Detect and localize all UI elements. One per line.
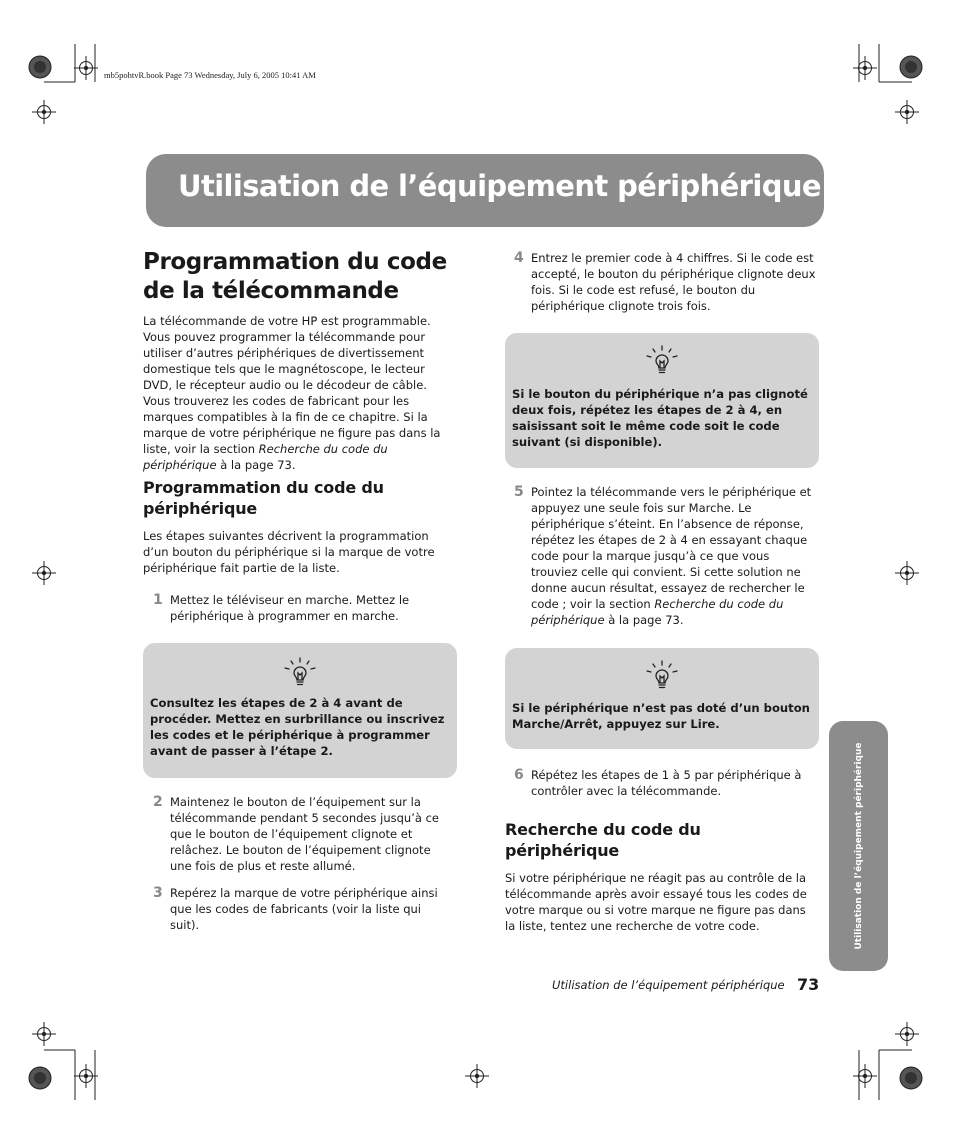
chapter-side-tab bbox=[829, 721, 888, 971]
chapter-title-banner bbox=[146, 154, 824, 227]
step-number: 1 bbox=[153, 592, 163, 608]
step-number: 2 bbox=[153, 794, 163, 810]
step-number: 5 bbox=[514, 484, 524, 500]
tip-text: Si le périphérique n’est pas doté d’un bouton Marche/Arrêt, appuyez sur Lire. bbox=[512, 701, 810, 731]
subsection-paragraph-search: Si votre périphérique ne réagit pas au contrôle de la télécommande après avoir essayé tous les codes de votre marque ou si votre marque ne figure pas dans la liste, tentez une recherche de votre code. bbox=[505, 871, 807, 933]
step-4 bbox=[514, 250, 817, 316]
step-text: Répétez les étapes de 1 à 5 par périphérique à contrôler avec la télécommande. bbox=[531, 768, 802, 798]
step-number: 6 bbox=[514, 767, 524, 783]
chapter-title: Utilisation de l’équipement périphérique bbox=[178, 169, 822, 203]
lightbulb-icon bbox=[645, 660, 679, 694]
step-text: Repérez la marque de votre périphérique ainsi que les codes de fabricants (voir la liste qui suit). bbox=[170, 886, 438, 932]
step-number: 3 bbox=[153, 885, 163, 901]
subsection-paragraph-programming: Les étapes suivantes décrivent la programmation d’un bouton du périphérique si la marque de votre périphérique fait partie de la liste. bbox=[143, 529, 435, 575]
tip-text: Si le bouton du périphérique n’a pas clignoté deux fois, répétez les étapes de 2 à 4, en saisissant soit le même code soit le code suivant (si disponible). bbox=[512, 387, 808, 449]
step-2 bbox=[153, 794, 453, 874]
step-6 bbox=[514, 767, 817, 801]
step-1 bbox=[153, 592, 453, 626]
subsection-heading-search: Recherche du code du périphérique bbox=[505, 820, 701, 860]
step-text: Mettez le téléviseur en marche. Mettez le périphérique à programmer en marche. bbox=[170, 593, 410, 623]
step-cross-reference: Recherche du code du périphérique bbox=[531, 597, 784, 627]
step-text: Maintenez le bouton de l’équipement sur la télécommande pendant 5 secondes jusqu’à ce que le bouton de l’équipement clignote et relâchez. Le bouton de l’équipement clignote une fois de plus et reste allumé. bbox=[170, 795, 439, 873]
tip-text: Consultez les étapes de 2 à 4 avant de procéder. Mettez en surbrillance ou inscrivez les codes et le périphérique à programmer avant de passer à l’étape 2. bbox=[150, 696, 445, 758]
footer-chapter-title: Utilisation de l’équipement périphérique bbox=[552, 978, 785, 992]
side-tab-label: Utilisation de l’équipement périphérique bbox=[854, 742, 864, 950]
tip-box bbox=[143, 643, 457, 778]
step-number: 4 bbox=[514, 250, 524, 266]
step-text: Entrez le premier code à 4 chiffres. Si le code est accepté, le bouton du périphérique clignote deux fois. Si le code est refusé, le bouton du périphérique clignote trois fois. bbox=[531, 251, 816, 313]
page-number: 73 bbox=[797, 975, 820, 994]
printer-slug-line: mb5pohtvR.book Page 73 Wednesday, July 6, 2005 10:41 AM bbox=[104, 70, 316, 80]
step-text: Pointez la télécommande vers le périphérique et appuyez une seule fois sur Marche. Le périphérique s’éteint. En l’absence de réponse, répétez les étapes de 2 à 4 en essayant chaque code pour la marque jusqu’à ce que vous trouviez celle qui convient. Si cette solution ne donne aucun résultat, essayez de rechercher le code ; voir la section Recherche du code du périphérique à la page 73. bbox=[531, 485, 812, 627]
section-heading-line1: Programmation du code bbox=[143, 249, 447, 275]
step-5 bbox=[514, 484, 817, 629]
section-heading bbox=[143, 248, 473, 306]
intro-paragraph: La télécommande de votre HP est programmable. Vous pouvez programmer la télécommande pour utiliser d’autres périphériques de divertissement domestique tels que le magnétoscope, le lecteur DVD, le récepteur audio ou le décodeur de câble. Vous trouverez les codes de fabricant pour les marques compatibles à la fin de ce chapitre. Si la marque de votre périphérique ne figure pas dans la liste, voir la section Recherche du code du périphérique à la page 73. bbox=[143, 314, 441, 472]
tip-box bbox=[505, 333, 819, 468]
lightbulb-icon bbox=[283, 657, 317, 691]
tip-box bbox=[505, 648, 819, 749]
lightbulb-icon bbox=[645, 345, 679, 379]
section-heading-line2: de la télécommande bbox=[143, 278, 399, 304]
step-3 bbox=[153, 885, 453, 932]
intro-cross-reference: Recherche du code du périphérique bbox=[143, 442, 388, 472]
subsection-heading-programming: Programmation du code du périphérique bbox=[143, 478, 384, 518]
